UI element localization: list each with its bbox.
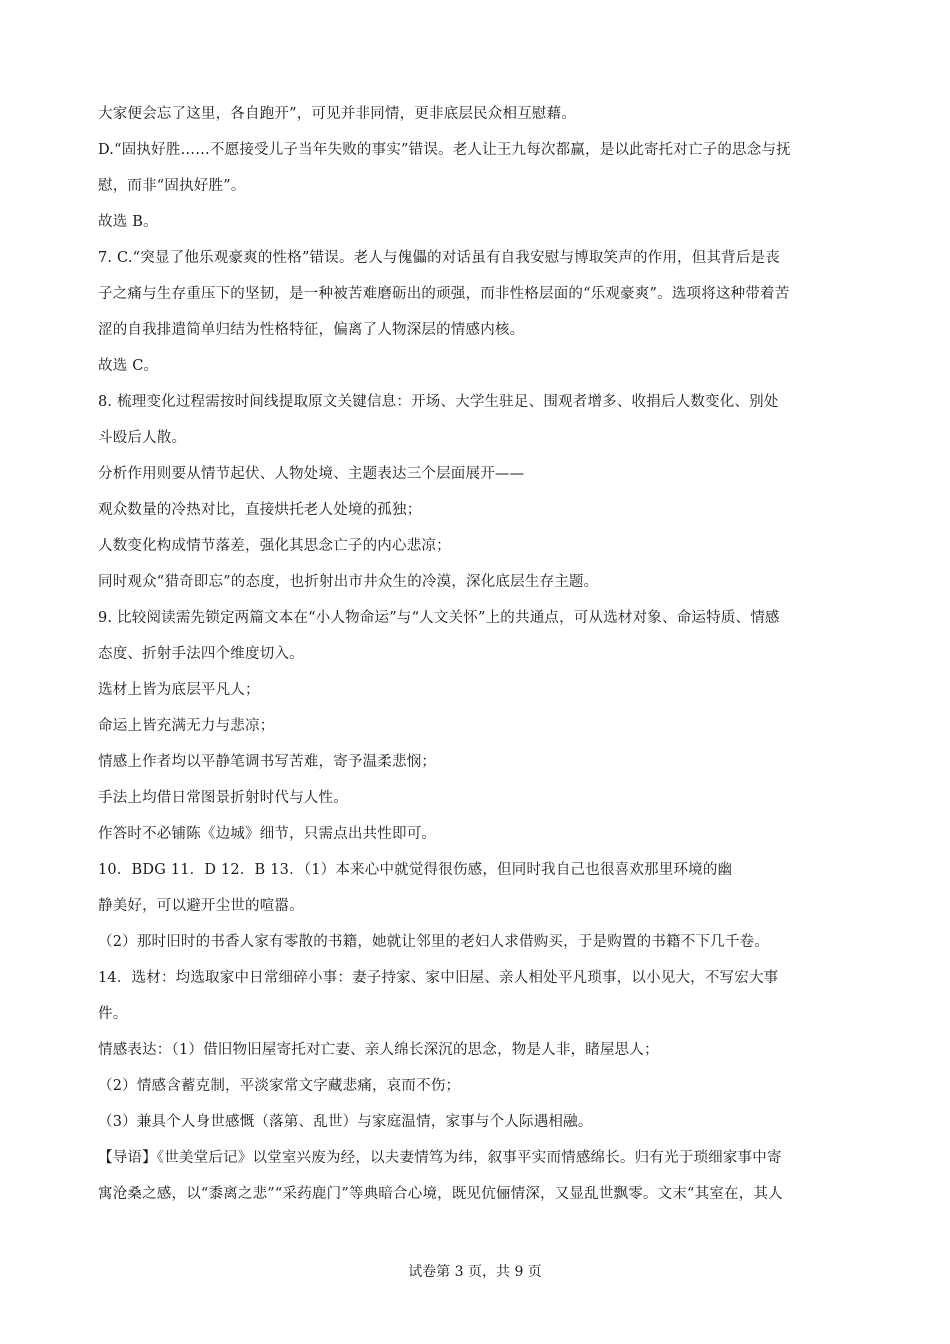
text-line: 态度、折射手法四个维度切入。 [98, 646, 304, 662]
text-line: 故选 B。 [98, 214, 158, 230]
text-line: （3）兼具个人身世感慨（落第、乱世）与家庭温情，家事与个人际遇相融。 [98, 1114, 593, 1130]
text-line: 大家便会忘了这里，各自跑开”，可见并非同情，更非底层民众相互慰藉。 [98, 106, 577, 122]
text-line: 10．BDG 11．D 12．B 13．（1）本来心中就觉得很伤感，但同时我自己也很喜欢那里环境的幽 [98, 862, 733, 878]
text-line: 分析作用则要从情节起伏、人物处境、主题表达三个层面展开—— [98, 466, 525, 482]
text-line: 命运上皆充满无力与悲凉； [98, 718, 275, 734]
text-line: 情感表达：（1）借旧物旧屋寄托对亡妻、亲人绵长深沉的思念，物是人非，睹屋思人； [98, 1042, 659, 1058]
text-line: 作答时不必铺陈《边城》细节，只需点出共性即可。 [98, 826, 437, 842]
text-line: （2）情感含蓄克制，平淡家常文字藏悲痛，哀而不伤； [98, 1078, 461, 1094]
document-body [98, 96, 858, 1212]
text-line: 手法上均借日常图景折射时代与人性。 [98, 790, 348, 806]
page-footer: 试卷第 3 页，共 9 页 [408, 1264, 542, 1280]
text-line: 故选 C。 [98, 358, 159, 374]
text-line: 7. C.“突显了他乐观豪爽的性格”错误。老人与傀儡的对话虽有自我安慰与博取笑声的作用，但其背后是丧 [98, 250, 780, 266]
text-line: 寓沧桑之感，以“黍离之悲”“采药鹿门”等典暗合心境，既见伉俪情深，又显乱世飘零。文末“其室在，其人 [98, 1186, 783, 1202]
text-line: 14．选材：均选取家中日常细碎小事：妻子持家、家中旧屋、亲人相处平凡琐事，以小见大，不写宏大事 [98, 970, 779, 986]
text-line: 8. 梳理变化过程需按时间线提取原文关键信息：开场、大学生驻足、围观者增多、收捐后人数变化、别处 [98, 394, 779, 410]
text-line: 观众数量的冷热对比，直接烘托老人处境的孤独； [98, 502, 422, 518]
text-line: D.“固执好胜……不愿接受儿子当年失败的事实”错误。老人让王九每次都赢，是以此寄托对亡子的思念与抚 [98, 142, 791, 158]
text-line: 9. 比较阅读需先锁定两篇文本在“小人物命运”与“人文关怀”上的共通点，可从选材对象、命运特质、情感 [98, 610, 780, 626]
text-line: 人数变化构成情节落差，强化其思念亡子的内心悲凉； [98, 538, 451, 554]
text-line: 情感上作者均以平静笔调书写苦难，寄予温柔悲悯； [98, 754, 437, 770]
text-line: 件。 [98, 1006, 128, 1022]
text-line: 同时观众“猎奇即忘”的态度，也折射出市井众生的冷漠，深化底层生存主题。 [98, 574, 599, 590]
text-line: 【导语】《世美堂后记》以堂室兴废为经，以夫妻情笃为纬，叙事平实而情感绵长。归有光于琐细家事中寄 [98, 1150, 782, 1166]
text-line: 选材上皆为底层平凡人； [98, 682, 260, 698]
text-line: 斗殴后人散。 [98, 430, 187, 446]
text-line: 慰，而非“固执好胜”。 [98, 178, 246, 194]
text-line: 子之痛与生存重压下的坚韧，是一种被苦难磨砺出的顽强，而非性格层面的“乐观豪爽”。选项将这种带着苦 [98, 286, 790, 302]
text-line: 静美好，可以避开尘世的喧嚣。 [98, 898, 304, 914]
text-line: 涩的自我排遣简单归结为性格特征，偏离了人物深层的情感内核。 [98, 322, 525, 338]
text-line: （2）那时旧时的书香人家有零散的书籍，她就让邻里的老妇人求借购买，于是购置的书籍不下几千卷。 [98, 934, 769, 950]
